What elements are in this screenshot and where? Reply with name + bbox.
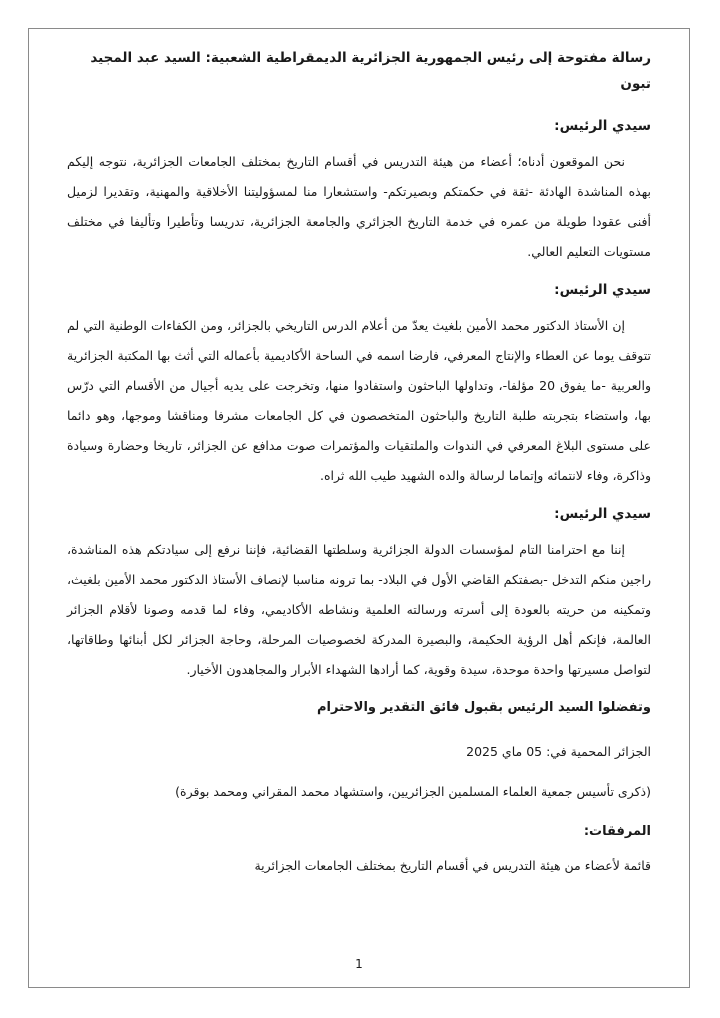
attachment-item: قائمة لأعضاء من هيئة التدريس في أقسام التاريخ بمختلف الجامعات الجزائرية bbox=[254, 858, 651, 873]
page-number: 1 bbox=[355, 957, 363, 971]
paragraph: إن الأستاذ الدكتور محمد الأمين بلغيث يعدّ من أعلام الدرس التاريخي بالجزائر، ومن الكفاءات الوطنية التي لم تتوقف يوما عن العطاء والإنتاج المعرفي، فارضا اسمه في الساحة الأكاديمية بأعماله التي أثث بها المكتبة الجزائرية والعربية -ما يفوق 20 مؤلفا-، وتداولها الباحثون واستفادوا منها، وتخرجت على يديه أجيال من الأقسام التي درّس بها، واستضاء بتجربته طلبة التاريخ والباحثون المتخصصون في كل الجامعات مشرفا ومناقشا وموجها، وهو دائما على مستوى البلاغ المعرفي في الندوات والملتقيات والمؤتمرات صوت مدافع عن الجزائر، تاريخا وحضارة وسيادة وذاكرة، وفاء لانتمائه وإتماما لرسالة والده الشهيد طيب الله ثراه. bbox=[67, 318, 651, 483]
closing-line: وتفضلوا السيد الرئيس بقبول فائق التقدير والاحترام bbox=[317, 700, 651, 715]
paragraph: إننا مع احترامنا التام لمؤسسات الدولة الجزائرية وسلطتها القضائية، فإننا نرفع إلى سيادتكم هذه المناشدة، راجين منكم التدخل -بصفتكم القاضي الأول في البلاد- بما ترونه مناسبا لإنصاف الأستاذ الدكتور محمد الأمين بلغيث، وتمكينه من حريته بالعودة إلى أسرته ورسالته العلمية ونشاطه الأكاديمي، وفاء لما قدمه وصونا لأقلام الجزائر العالمة، فإنكم أهل الرؤية الحكيمة، والبصيرة المدركة لخصوصيات المرحلة، وحاجة الجزائر لكل أبنائها وطاقاتها، لتواصل مسيرتها واحدة موحدة، سيدة وقوية، كما أرادها الشهداء الأبرار والمجاهدون الأخيار. bbox=[67, 542, 651, 677]
date-line: الجزائر المحمية في: 05 ماي 2025 bbox=[466, 744, 651, 759]
letter-body bbox=[67, 45, 651, 987]
document-page bbox=[28, 28, 690, 988]
paragraph: نحن الموقعون أدناه؛ أعضاء من هيئة التدريس في أقسام التاريخ بمختلف الجامعات الجزائرية، نتوجه إليكم بهذه المناشدة الهادئة -ثقة في حكمتكم وبصيرتكم- واستشعارا منا لمسؤوليتنا الأخلاقية والمهنية، وتقديرا لزميل أفنى عقودا طويلة من عمره في خدمة التاريخ الجزائري والجامعة الجزائرية، تدريسا وتأطيرا وتأليفا في مختلف مستويات التعليم العالي. bbox=[67, 154, 651, 259]
occasion-note: (ذكرى تأسيس جمعية العلماء المسلمين الجزائريين، واستشهاد محمد المقراني ومحمد بوقرة) bbox=[175, 784, 651, 799]
salutation: سيدي الرئيس: bbox=[554, 118, 651, 134]
salutation: سيدي الرئيس: bbox=[554, 282, 651, 298]
salutation: سيدي الرئيس: bbox=[554, 506, 651, 522]
letter-title: رسالة مفتوحة إلى رئيس الجمهورية الجزائرية الديمقراطية الشعبية: السيد عبد المجيد تبون bbox=[90, 50, 651, 92]
attachments-heading: المرفقات: bbox=[583, 824, 651, 839]
